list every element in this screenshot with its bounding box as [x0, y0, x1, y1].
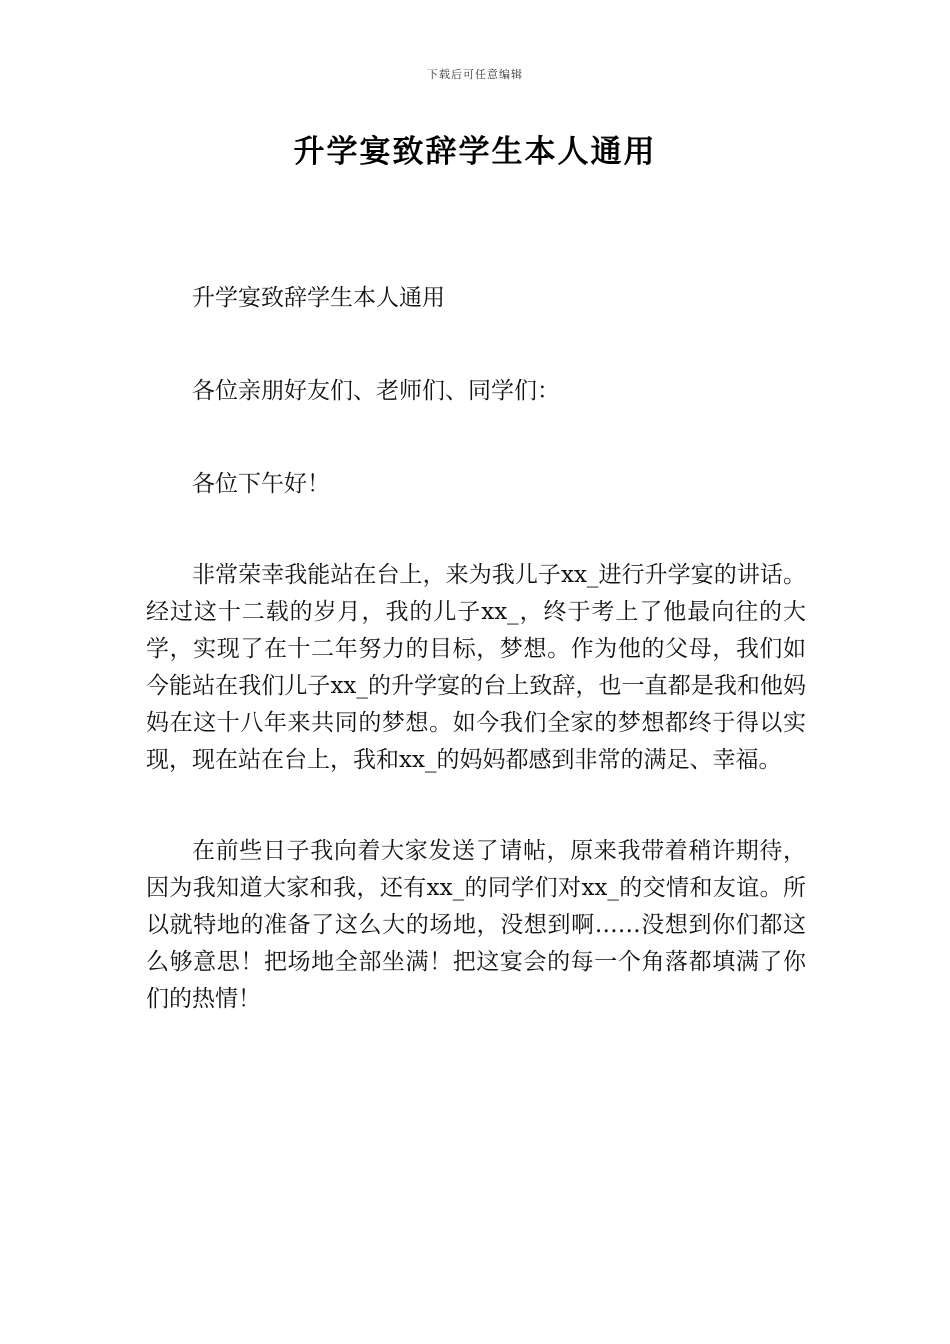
paragraph-body-1: 非常荣幸我能站在台上，来为我儿子xx_进行升学宴的讲话。经过这十二载的岁月，我的儿子xx_，终于考上了他最向往的大学，实现了在十二年努力的目标，梦想。作为他的父母，我们如今能站在我们儿子xx_的升学宴的台上致辞，也一直都是我和他妈妈在这十八年来共同的梦想。如今我们全家的梦想都终于得以实现，现在站在台上，我和xx_的妈妈都感到非常的满足、幸福。: [146, 562, 806, 773]
paragraph-body-2: 在前些日子我向着大家发送了请帖，原来我带着稍许期待，因为我知道大家和我，还有xx_的同学们对xx_的交情和友谊。所以就特地的准备了这么大的场地，没想到啊……没想到你们都这么够意思！把场地全部坐满！把这宴会的每一个角落都填满了你们的热情！: [146, 838, 806, 1012]
paragraph-greeting: 各位下午好！: [192, 471, 330, 497]
paragraph-salutation: 各位亲朋好友们、老师们、同学们：: [192, 378, 560, 404]
document-body: [146, 280, 806, 1018]
header-note: 下载后可任意编辑: [427, 68, 523, 81]
paragraph-subtitle: 升学宴致辞学生本人通用: [192, 285, 445, 311]
page-title: 升学宴致辞学生本人通用: [293, 134, 657, 170]
